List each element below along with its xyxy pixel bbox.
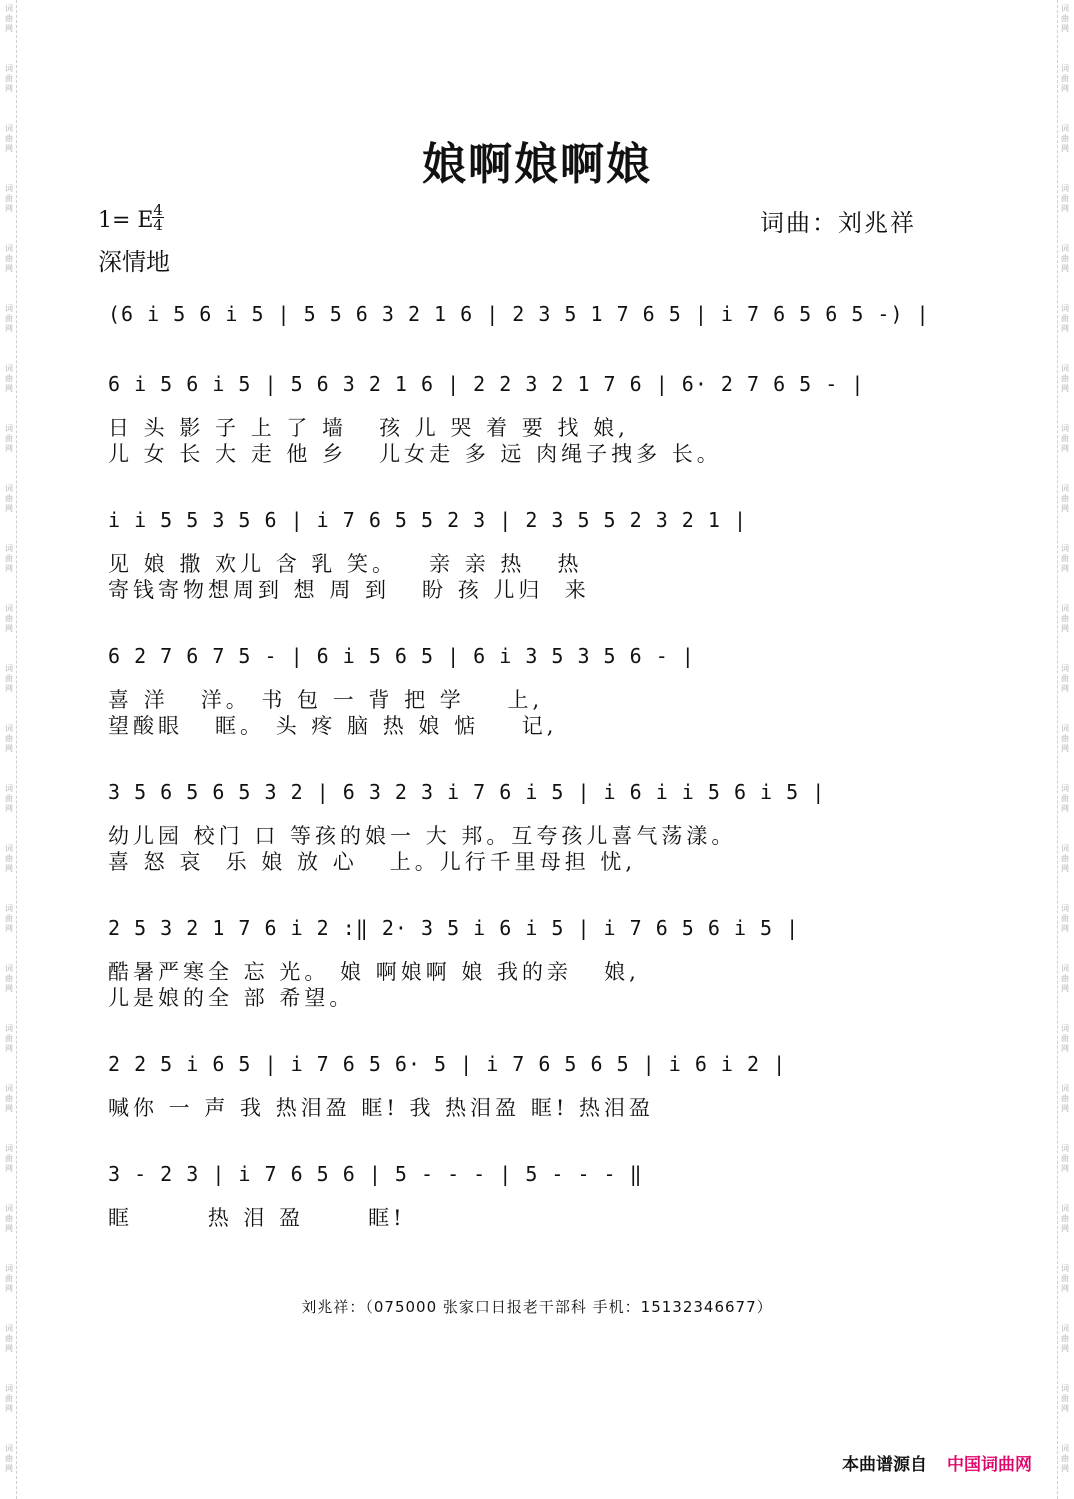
source-credit xyxy=(842,1450,1032,1475)
watermark-text: 词 曲 网 xyxy=(5,424,13,453)
watermark-text: 词 曲 网 xyxy=(5,1264,13,1293)
lyric-line: 寄钱寄物想周到 想 周 到 盼 孩 儿归 来 xyxy=(108,578,590,602)
lyric-line: 眶 热 泪 盈 眶! xyxy=(108,1206,406,1230)
watermark-text: 词 曲 网 xyxy=(5,664,13,693)
watermark-text: 词 曲 网 xyxy=(1061,1144,1069,1173)
watermark-text: 词 曲 网 xyxy=(1061,844,1069,873)
watermark-text: 词 曲 网 xyxy=(1061,1324,1069,1353)
watermark-text: 词 曲 网 xyxy=(5,904,13,933)
left-watermark-strip xyxy=(2,0,17,1499)
watermark-text: 词 曲 网 xyxy=(1061,364,1069,393)
lyric-line: 儿 女 长 大 走 他 乡 儿女走 多 远 肉绳子拽多 长。 xyxy=(108,442,722,466)
watermark-text: 词 曲 网 xyxy=(5,1204,13,1233)
watermark-text: 词 曲 网 xyxy=(5,1024,13,1053)
lyric-line: 酷暑严寒全 忘 光。 娘 啊娘啊 娘 我的亲 娘, xyxy=(108,960,640,984)
watermark-text: 词 曲 网 xyxy=(1061,784,1069,813)
notation-row: 3 5 6 5 6 5 3 2 | 6 3 2 3 i 7 6 i 5 | i 6 i i 5 6 i 5 | xyxy=(108,780,826,804)
source-site-link[interactable]: 中国词曲网 xyxy=(947,1455,1032,1475)
watermark-text: 词 曲 网 xyxy=(5,544,13,573)
notation-row: 6 i 5 6 i 5 | 5 6 3 2 1 6 | 2 2 3 2 1 7 6 | 6· 2 7 6 5 - | xyxy=(108,372,865,396)
lyric-line: 儿是娘的全 部 希望。 xyxy=(108,986,355,1010)
watermark-text: 词 曲 网 xyxy=(5,1384,13,1413)
watermark-text: 词 曲 网 xyxy=(1061,1444,1069,1473)
meter-top: 4 xyxy=(153,201,163,219)
watermark-text: 词 曲 网 xyxy=(5,964,13,993)
watermark-text: 词 曲 网 xyxy=(5,4,13,33)
watermark-text: 词 曲 网 xyxy=(1061,184,1069,213)
watermark-text: 词 曲 网 xyxy=(5,484,13,513)
watermark-text: 词 曲 网 xyxy=(1061,304,1069,333)
watermark-text: 词 曲 网 xyxy=(5,244,13,273)
watermark-text: 词 曲 网 xyxy=(1061,964,1069,993)
notation-row: (6 i 5 6 i 5 | 5 5 6 3 2 1 6 | 2 3 5 1 7 6 5 | i 7 6 5 6 5 -) | xyxy=(108,302,930,326)
watermark-text: 词 曲 网 xyxy=(1061,124,1069,153)
watermark-text: 词 曲 网 xyxy=(1061,664,1069,693)
watermark-text: 词 曲 网 xyxy=(5,1084,13,1113)
watermark-text: 词 曲 网 xyxy=(5,604,13,633)
watermark-text: 词 曲 网 xyxy=(1061,1204,1069,1233)
notation-row: 6 2 7 6 7 5 - | 6 i 5 6 5 | 6 i 3 5 3 5 6 - | xyxy=(108,644,695,668)
lyric-line: 日 头 影 子 上 了 墙 孩 儿 哭 着 要 找 娘, xyxy=(108,416,629,440)
watermark-text: 词 曲 网 xyxy=(1061,4,1069,33)
watermark-text: 词 曲 网 xyxy=(1061,244,1069,273)
meter-bottom: 4 xyxy=(153,216,163,234)
source-label: 本曲谱源自 xyxy=(842,1455,927,1475)
watermark-text: 词 曲 网 xyxy=(5,1324,13,1353)
watermark-text: 词 曲 网 xyxy=(5,124,13,153)
watermark-text: 词 曲 网 xyxy=(5,64,13,93)
watermark-text: 词 曲 网 xyxy=(1061,1024,1069,1053)
watermark-text: 词 曲 网 xyxy=(5,844,13,873)
lyric-line: 喜 洋 洋。 书 包 一 背 把 学 上, xyxy=(108,688,544,712)
time-signature xyxy=(152,203,164,232)
watermark-text: 词 曲 网 xyxy=(5,304,13,333)
watermark-text: 词 曲 网 xyxy=(1061,604,1069,633)
watermark-text: 词 曲 网 xyxy=(5,724,13,753)
notation-row: i i 5 5 3 5 6 | i 7 6 5 5 2 3 | 2 3 5 5 2 3 2 1 | xyxy=(108,508,748,532)
watermark-text: 词 曲 网 xyxy=(5,1144,13,1173)
watermark-text: 词 曲 网 xyxy=(1061,1084,1069,1113)
watermark-text: 词 曲 网 xyxy=(1061,544,1069,573)
contact-footer: 刘兆祥：（075000 张家口日报老干部科 手机：15132346677） xyxy=(301,1298,773,1316)
lyric-line: 喜 怒 哀 乐 娘 放 心 上。儿行千里母担 忧, xyxy=(108,850,637,874)
watermark-text: 词 曲 网 xyxy=(5,184,13,213)
watermark-text: 词 曲 网 xyxy=(1061,904,1069,933)
notation-row: 3 - 2 3 | i 7 6 5 6 | 5 - - - | 5 - - - ‖ xyxy=(108,1162,643,1186)
watermark-text: 词 曲 网 xyxy=(1061,424,1069,453)
lyric-line: 望酸眼 眶。 头 疼 脑 热 娘 惦 记, xyxy=(108,714,558,738)
watermark-text: 词 曲 网 xyxy=(5,1444,13,1473)
watermark-text: 词 曲 网 xyxy=(5,784,13,813)
lyric-line: 幼儿园 校门 口 等孩的娘一 大 邦。互夸孩儿喜气荡漾。 xyxy=(108,824,737,848)
watermark-text: 词 曲 网 xyxy=(5,364,13,393)
tempo-mark: 深情地 xyxy=(98,248,170,276)
key-signature: 1= E xyxy=(98,208,154,233)
song-title: 娘啊娘啊娘 xyxy=(422,139,652,190)
watermark-text: 词 曲 网 xyxy=(1061,724,1069,753)
lyric-line: 喊你 一 声 我 热泪盈 眶! 我 热泪盈 眶! 热泪盈 xyxy=(108,1096,654,1120)
watermark-text: 词 曲 网 xyxy=(1061,484,1069,513)
lyric-line: 见 娘 撒 欢儿 含 乳 笑。 亲 亲 热 热 xyxy=(108,552,583,576)
right-watermark-strip xyxy=(1057,0,1072,1499)
credit: 词曲：刘兆祥 xyxy=(760,209,916,237)
watermark-text: 词 曲 网 xyxy=(1061,1264,1069,1293)
notation-row: 2 2 5 i 6 5 | i 7 6 5 6· 5 | i 7 6 5 6 5 | i 6 i 2 | xyxy=(108,1052,787,1076)
watermark-text: 词 曲 网 xyxy=(1061,1384,1069,1413)
watermark-text: 词 曲 网 xyxy=(1061,64,1069,93)
notation-row: 2 5 3 2 1 7 6 i 2 :‖ 2· 3 5 i 6 i 5 | i 7 6 5 6 i 5 | xyxy=(108,916,800,940)
